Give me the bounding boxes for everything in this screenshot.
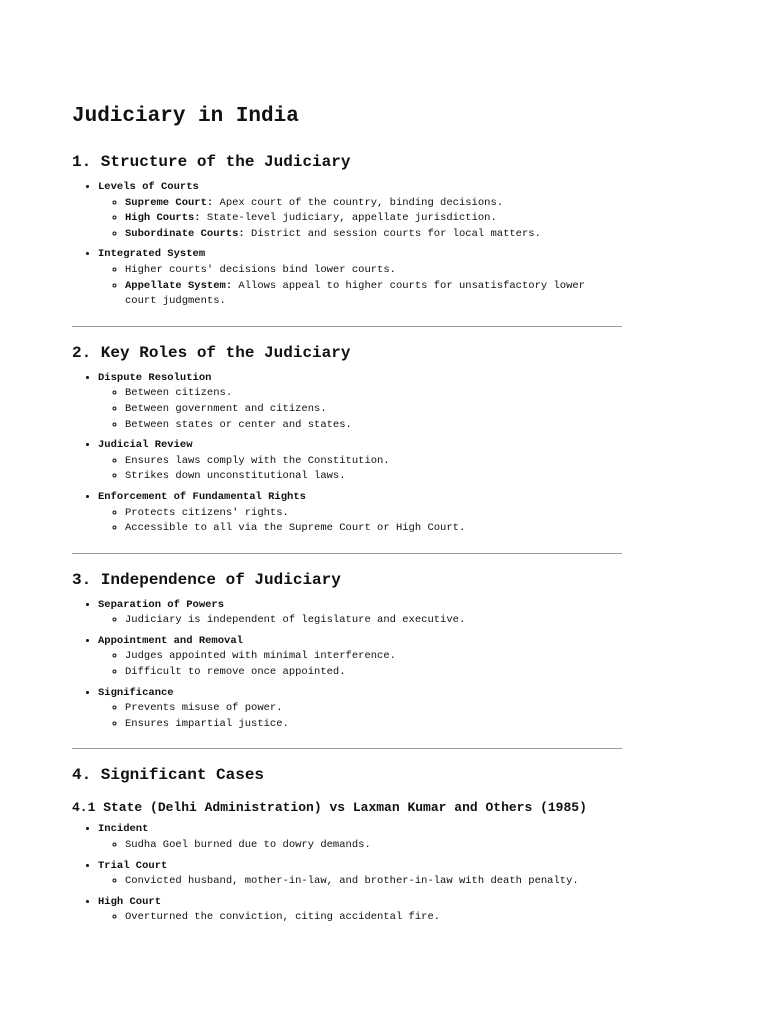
list-item [98, 490, 622, 537]
list-item [98, 371, 622, 433]
sub-item-text: Between citizens. [125, 387, 233, 400]
sub-item-text: Convicted husband, mother-in-law, and brother-in-law with death penalty. [125, 875, 579, 888]
sub-list-item [125, 613, 622, 629]
sub-item-text: Judges appointed with minimal interference. [125, 650, 396, 663]
sub-item-text: Between states or center and states. [125, 418, 352, 431]
list-item-label: High Court [98, 895, 162, 908]
sub-item-text: Accessible to all via the Supreme Court or High Court. [125, 522, 466, 535]
sub-item-text: Sudha Goel burned due to dowry demands. [125, 839, 371, 852]
sub-list-item [125, 649, 622, 665]
list-item [98, 247, 622, 309]
bullet-list [72, 598, 622, 733]
sub-list-item [125, 838, 622, 854]
sub-list [98, 649, 622, 680]
sub-list [98, 506, 622, 537]
bullet-list [72, 822, 622, 926]
sub-list-item [125, 211, 622, 227]
list-item [98, 598, 622, 629]
sub-list-item [125, 279, 622, 310]
section-divider [72, 326, 622, 327]
sub-list-item [125, 402, 622, 418]
sub-list [98, 454, 622, 485]
section-divider [72, 748, 622, 749]
list-item [98, 686, 622, 733]
list-item-label: Separation of Powers [98, 598, 225, 611]
sub-list-item [125, 469, 622, 485]
sub-list [98, 874, 622, 890]
section-divider [72, 553, 622, 554]
sub-list-item [125, 227, 622, 243]
list-item-label: Levels of Courts [98, 181, 199, 193]
page-title: Judiciary in India [72, 105, 299, 128]
sub-list-item [125, 454, 622, 470]
sub-list-item [125, 665, 622, 681]
sub-item-text: Apex court of the country, binding decisions. [213, 196, 504, 209]
sub-list-item [125, 506, 622, 522]
sub-item-text: Allows appeal to higher courts for unsatisfactory lower court judgments. [125, 279, 592, 308]
bullet-list [72, 371, 622, 537]
section-heading: 3. Independence of Judiciary [72, 570, 341, 589]
section-4 [72, 765, 622, 926]
sub-item-text: District and session courts for local matters. [244, 227, 541, 240]
sub-list-item [125, 521, 622, 537]
list-item [98, 180, 622, 242]
section-3 [72, 570, 622, 733]
sub-item-term: Supreme Court: [125, 196, 214, 209]
sub-list [98, 263, 622, 310]
list-item [98, 438, 622, 485]
sub-item-text: Overturned the conviction, citing accidental fire. [125, 911, 441, 924]
sub-item-text: Judiciary is independent of legislature and executive. [125, 614, 466, 627]
sections-container [72, 152, 622, 926]
sub-item-text: Strikes down unconstitutional laws. [125, 470, 346, 483]
list-item-label: Significance [98, 686, 174, 699]
sub-item-term: Appellate System: [125, 279, 233, 292]
sub-list-item [125, 910, 622, 926]
section-heading: 4. Significant Cases [72, 766, 265, 785]
list-item-label: Integrated System [98, 248, 206, 261]
sub-item-text: Prevents misuse of power. [125, 702, 283, 715]
list-item [98, 895, 622, 926]
sub-item-text: Ensures impartial justice. [125, 717, 289, 730]
sub-item-text: Higher courts' decisions bind lower courts. [125, 263, 396, 276]
sub-item-text: Protects citizens' rights. [125, 506, 289, 519]
list-item [98, 859, 622, 890]
section-subheading: 4.1 State (Delhi Administration) vs Laxman Kumar and Others (1985) [72, 800, 587, 816]
list-item-label: Appointment and Removal [98, 634, 243, 647]
section-heading: 2. Key Roles of the Judiciary [72, 343, 351, 362]
list-item [98, 634, 622, 681]
list-item-label: Trial Court [98, 859, 168, 872]
sub-list [98, 838, 622, 854]
sub-list [98, 386, 622, 433]
sub-item-term: Subordinate Courts: [125, 227, 245, 240]
section-heading: 1. Structure of the Judiciary [72, 153, 351, 171]
sub-list [98, 910, 622, 926]
section-2 [72, 343, 622, 537]
list-item-label: Dispute Resolution [98, 371, 212, 384]
sub-list-item [125, 701, 622, 717]
sub-item-text: State-level judiciary, appellate jurisdiction. [200, 212, 497, 225]
sub-list [98, 613, 622, 629]
sub-list [98, 196, 622, 243]
sub-list-item [125, 386, 622, 402]
list-item [98, 822, 622, 853]
sub-item-text: Difficult to remove once appointed. [125, 666, 346, 679]
sub-item-text: Ensures laws comply with the Constitution. [125, 454, 390, 467]
sub-item-term: High Courts: [125, 212, 201, 225]
list-item-label: Enforcement of Fundamental Rights [98, 490, 306, 503]
sub-list [98, 701, 622, 732]
list-item-label: Judicial Review [98, 439, 193, 452]
sub-list-item [125, 874, 622, 890]
sub-list-item [125, 717, 622, 733]
sub-list-item [125, 418, 622, 434]
bullet-list [72, 180, 622, 310]
sub-item-text: Between government and citizens. [125, 402, 327, 415]
sub-list-item [125, 263, 622, 279]
list-item-label: Incident [98, 823, 149, 836]
section-1 [72, 152, 622, 310]
sub-list-item [125, 196, 622, 212]
